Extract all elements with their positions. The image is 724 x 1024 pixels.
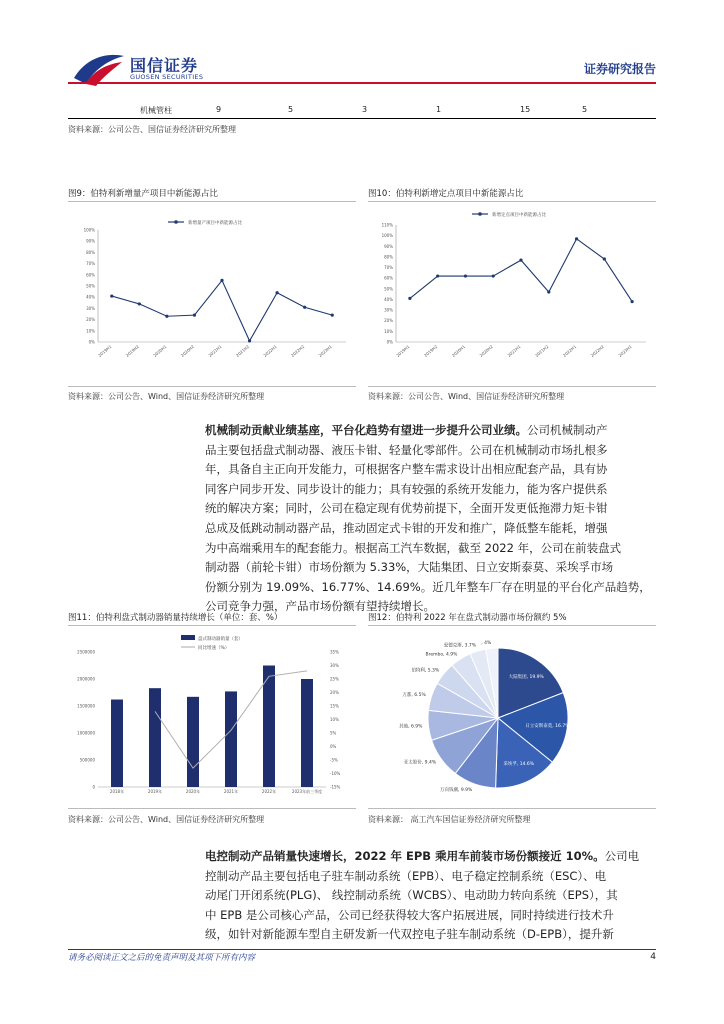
fig11-y-right-tick-label: -10% bbox=[330, 771, 341, 776]
table-cell: 1 bbox=[436, 105, 442, 114]
table-cell: 5 bbox=[288, 105, 294, 114]
fig11-bar bbox=[263, 666, 275, 788]
fig9-data-point bbox=[220, 279, 223, 282]
fig11-y-right-tick-label: 15% bbox=[330, 703, 339, 709]
fig11-y-left-tick-label: 500000 bbox=[79, 757, 95, 763]
fig9-y-tick-label: 80% bbox=[86, 249, 95, 255]
footer-divider bbox=[68, 949, 656, 950]
fig10-x-tick-label: 2020H1 bbox=[450, 343, 467, 358]
fig10-x-tick-label: 2019H1 bbox=[395, 343, 411, 358]
fig12-pie-chart bbox=[368, 628, 656, 806]
fig12-source: 资料来源： 高工汽车国信证券经济研究所整理 bbox=[368, 815, 531, 824]
fig9-y-tick-label: 40% bbox=[86, 294, 95, 300]
fig9-legend: 新增量产项目中新能源占比 bbox=[188, 221, 242, 226]
fig9-x-tick-label: 2019H2 bbox=[124, 343, 140, 358]
fig11-x-tick-label: 2020年 bbox=[185, 789, 201, 794]
fig10-source: 资料来源：公司公告、Wind、国信证券经济研究所整理 bbox=[368, 392, 565, 401]
fig11-x-tick-label: 2021年 bbox=[223, 789, 239, 794]
fig12-title: 图12：伯特利 2022 年在盘式制动器市场份额约 5% bbox=[368, 613, 567, 623]
fig11-title: 图11：伯特利盘式制动器销量持续增长（单位：套、%） bbox=[68, 613, 283, 623]
fig11-bar bbox=[187, 697, 199, 787]
fig9-y-tick-label: 100% bbox=[83, 227, 95, 233]
fig9-y-tick-label: 70% bbox=[86, 261, 95, 267]
fig11-source: 资料来源：公司公告、Wind、国信证券经济研究所整理 bbox=[68, 815, 265, 824]
fig11-x-tick-label: 2023年前三季度 bbox=[291, 789, 323, 794]
fig11-y-right-tick-label: -15% bbox=[330, 784, 341, 790]
fig11-y-left-tick-label: 1500000 bbox=[77, 703, 95, 709]
fig9-source: 资料来源：公司公告、Wind、国信证券经济研究所整理 bbox=[68, 392, 265, 401]
fig10-title-rule bbox=[368, 201, 656, 202]
fig10-y-tick-label: 100% bbox=[381, 233, 393, 239]
fig11-bar-line-chart bbox=[68, 628, 356, 806]
fig11-legend-bar: 盘式制动器销量（套） bbox=[198, 637, 243, 642]
fig10-title: 图10：伯特利新增定点项目中新能源占比 bbox=[368, 189, 524, 199]
header-divider bbox=[68, 82, 656, 84]
fig9-x-tick-label: 2021H2 bbox=[234, 343, 251, 358]
fig11-x-tick-label: 2019年 bbox=[147, 789, 163, 794]
fig11-y-right-tick-label: 25% bbox=[330, 676, 339, 682]
fig9-data-point bbox=[303, 306, 306, 309]
fig9-x-tick-label: 2021H1 bbox=[207, 343, 223, 358]
logo-chinese-name: 国信证券 bbox=[130, 56, 199, 75]
fig9-y-tick-label: 30% bbox=[86, 305, 95, 311]
fig10-x-tick-label: 2020H2 bbox=[478, 343, 494, 358]
fig11-x-tick-label: 2018年 bbox=[109, 789, 125, 794]
fig10-y-tick-label: 0% bbox=[386, 339, 393, 345]
fig10-x-tick-label: 2023H1 bbox=[617, 343, 633, 358]
table-bottom-rule bbox=[68, 118, 656, 119]
fig11-legend-line: 同比增速（%） bbox=[198, 646, 230, 651]
fig10-data-point bbox=[631, 300, 634, 303]
fig9-y-tick-label: 10% bbox=[86, 328, 95, 334]
fig10-data-point bbox=[492, 274, 495, 277]
fig9-data-point bbox=[248, 339, 251, 342]
fig9-data-point bbox=[165, 315, 168, 318]
fig11-bar bbox=[301, 679, 313, 787]
fig11-y-right-tick-label: 0% bbox=[330, 744, 337, 749]
fig10-x-tick-label: 2022H1 bbox=[561, 343, 578, 358]
fig10-y-tick-label: 50% bbox=[384, 286, 393, 292]
fig9-x-tick-label: 2022H2 bbox=[290, 343, 306, 358]
fig9-y-tick-label: 50% bbox=[86, 283, 95, 289]
fig9-data-point bbox=[138, 302, 141, 305]
table-cell: 机械管柱 bbox=[140, 106, 172, 115]
fig12-slice-label: 万都, 6.5% bbox=[402, 693, 426, 699]
fig11-x-tick-label: 2022年 bbox=[261, 789, 277, 794]
table-cell: 15 bbox=[520, 105, 531, 114]
disclaimer-note: 请务必阅读正文之后的免责声明及其项下所有内容 bbox=[68, 953, 256, 963]
table-cell: 9 bbox=[216, 105, 222, 114]
fig10-data-point bbox=[547, 290, 550, 293]
fig12-slice-label: , 4% bbox=[481, 640, 492, 646]
fig12-slice-label: 万向钱潮, 9.9% bbox=[439, 788, 473, 794]
fig9-y-tick-label: 60% bbox=[86, 272, 95, 278]
fig12-slice-label: 伯特利, 5.3% bbox=[411, 668, 440, 674]
fig9-y-tick-label: 0% bbox=[88, 339, 95, 345]
fig11-y-right-tick-label: 20% bbox=[330, 690, 339, 695]
fig10-y-tick-label: 90% bbox=[384, 243, 393, 249]
fig9-x-tick-label: 2019H1 bbox=[97, 343, 113, 358]
fig12-slice-label: 亚太股份, 9.4% bbox=[403, 760, 437, 766]
fig10-data-point bbox=[464, 274, 467, 277]
fig10-data-point bbox=[436, 274, 439, 277]
fig12-source-rule bbox=[368, 808, 656, 809]
fig9-data-point bbox=[276, 291, 279, 294]
paragraph-lead: 电控制动产品销量快速增长，2022 年 EPB 乘用车前装市场份额接近 10%。 bbox=[205, 849, 605, 863]
fig11-bar bbox=[111, 700, 123, 787]
fig9-data-point bbox=[193, 314, 196, 317]
fig12-slice-label: 其他, 6.9% bbox=[399, 724, 423, 730]
fig10-y-tick-label: 20% bbox=[384, 318, 393, 324]
fig10-y-tick-label: 110% bbox=[381, 222, 393, 228]
fig9-y-tick-label: 90% bbox=[86, 238, 95, 244]
fig11-title-rule bbox=[68, 625, 356, 626]
paragraph-lead: 机械制动贡献业绩基座，平台化趋势有望进一步提升公司业绩。 bbox=[205, 423, 527, 437]
fig12-slice-label: 大陆集团, 19.9% bbox=[508, 675, 544, 681]
table-cell: 5 bbox=[582, 105, 588, 114]
fig9-source-rule bbox=[68, 386, 356, 387]
fig10-y-tick-label: 40% bbox=[384, 296, 393, 302]
fig10-data-point bbox=[408, 297, 411, 300]
paragraph-electronic-brake: 电控制动产品销量快速增长，2022 年 EPB 乘用车前装市场份额接近 10%。公司电 控制动产品主要包括电子驻车制动系统（EPB）、电子稳定控制系统（ESC）、电 动尾门开闭系统(PLG)、 线控制动系统（WCBS）、电动助力转向系统（EPS），其 中 EPB 是公司核心产品，公司已经获得较大客户拓展进展，同时持续进行技术升 级，如针对新能源车型自主研发新一代双控电子驻车制动系统（D-EPB），提升新 bbox=[205, 849, 640, 942]
fig9-x-tick-label: 2022H1 bbox=[262, 343, 278, 358]
fig10-series-line bbox=[410, 239, 632, 302]
fig10-x-tick-label: 2022H2 bbox=[589, 343, 605, 358]
logo-english-name: GUOSEN SECURITIES bbox=[130, 73, 204, 81]
fig11-y-left-tick-label: 2000000 bbox=[77, 676, 95, 682]
fig10-y-tick-label: 80% bbox=[384, 254, 393, 260]
fig10-data-point bbox=[519, 259, 522, 262]
fig10-legend: 新增定点项目中新能源占比 bbox=[492, 213, 546, 218]
fig9-data-point bbox=[110, 294, 113, 297]
fig11-y-right-tick-label: 35% bbox=[330, 649, 339, 655]
fig10-data-point bbox=[575, 237, 578, 240]
fig10-y-tick-label: 10% bbox=[384, 328, 393, 334]
fig9-x-tick-label: 2023H1 bbox=[317, 343, 333, 358]
fig9-x-tick-label: 2020H2 bbox=[179, 343, 196, 358]
fig9-x-tick-label: 2020H1 bbox=[152, 343, 168, 358]
table-cell: 3 bbox=[362, 105, 368, 114]
report-type-label: 证券研究报告 bbox=[583, 62, 656, 76]
fig10-y-tick-label: 60% bbox=[384, 275, 393, 281]
fig10-x-tick-label: 2021H2 bbox=[534, 343, 550, 358]
fig11-y-left-tick-label: 1000000 bbox=[77, 730, 95, 736]
fig12-slice-label: Brembo, 4.9% bbox=[425, 652, 458, 658]
fig12-slice-label: 日立安斯泰莫, 16.7% bbox=[525, 724, 570, 730]
fig10-x-tick-label: 2019H2 bbox=[423, 343, 439, 358]
fig12-title-rule bbox=[368, 625, 656, 626]
fig11-y-right-tick-label: -5% bbox=[330, 757, 338, 763]
table-row bbox=[140, 105, 610, 117]
fig9-title: 图9：伯特利新增量产项目中新能源占比 bbox=[68, 189, 218, 199]
fig10-y-tick-label: 70% bbox=[384, 265, 393, 271]
fig10-x-tick-label: 2021H1 bbox=[506, 343, 522, 358]
fig9-title-rule bbox=[68, 201, 356, 202]
fig11-y-right-tick-label: 10% bbox=[330, 717, 339, 722]
fig11-y-right-tick-label: 30% bbox=[330, 663, 339, 668]
fig10-data-point bbox=[603, 257, 606, 260]
paragraph-mechanical-brake: 机械制动贡献业绩基座，平台化趋势有望进一步提升公司业绩。公司机械制动产 品主要包括盘式制动器、液压卡钳、轻量化零部件。公司在机械制动市场扎根多 年，具备自主正向开发能力，可根据客户整车需求设计出相应配套产品，具有协 同客户同步开发、同步设计的能力；具有较强的系统开发能力，能为客户提供系 统的解决方案；同时，公司在稳定现有优势前提下，全面开发更低拖滞力矩卡钳 总成及低跳动制动器产品，推动固定式卡钳的开发和推广，降低整车能耗，增强 为中高端乘用车的配套能力。根据高工汽车数据，截至 2022 年，公司在前装盘式 制动器（前轮卡钳）市场份额为 5.33%，大陆集团、日立安斯泰莫、采埃孚市场 份额分别为 19.09%、16.77%、14.69%。近几年整车厂存在明显的平台化产品趋势， 公司竞争力强，产品市场份额有望持续增长。 bbox=[205, 423, 651, 614]
fig9-data-point bbox=[331, 314, 334, 317]
fig10-line-chart bbox=[368, 205, 656, 385]
fig9-line-chart bbox=[68, 205, 356, 385]
fig9-series-line bbox=[112, 280, 332, 340]
fig9-y-tick-label: 20% bbox=[86, 317, 95, 323]
fig11-bar bbox=[149, 688, 161, 787]
fig12-slice-label: 采埃孚, 14.6% bbox=[503, 762, 535, 768]
fig11-y-left-tick-label: 0 bbox=[92, 784, 95, 790]
fig11-source-rule bbox=[68, 808, 356, 809]
fig10-y-tick-label: 30% bbox=[384, 307, 393, 313]
table-source: 资料来源：公司公告、国信证券经济研究所整理 bbox=[68, 125, 236, 134]
fig11-y-left-tick-label: 2500000 bbox=[77, 649, 95, 655]
fig10-source-rule bbox=[368, 386, 656, 387]
fig11-y-right-tick-label: 5% bbox=[330, 730, 337, 736]
fig11-bar bbox=[225, 691, 237, 787]
fig12-slice-label: 爱德克斯, 3.7% bbox=[443, 643, 477, 649]
page-number: 4 bbox=[650, 952, 656, 962]
